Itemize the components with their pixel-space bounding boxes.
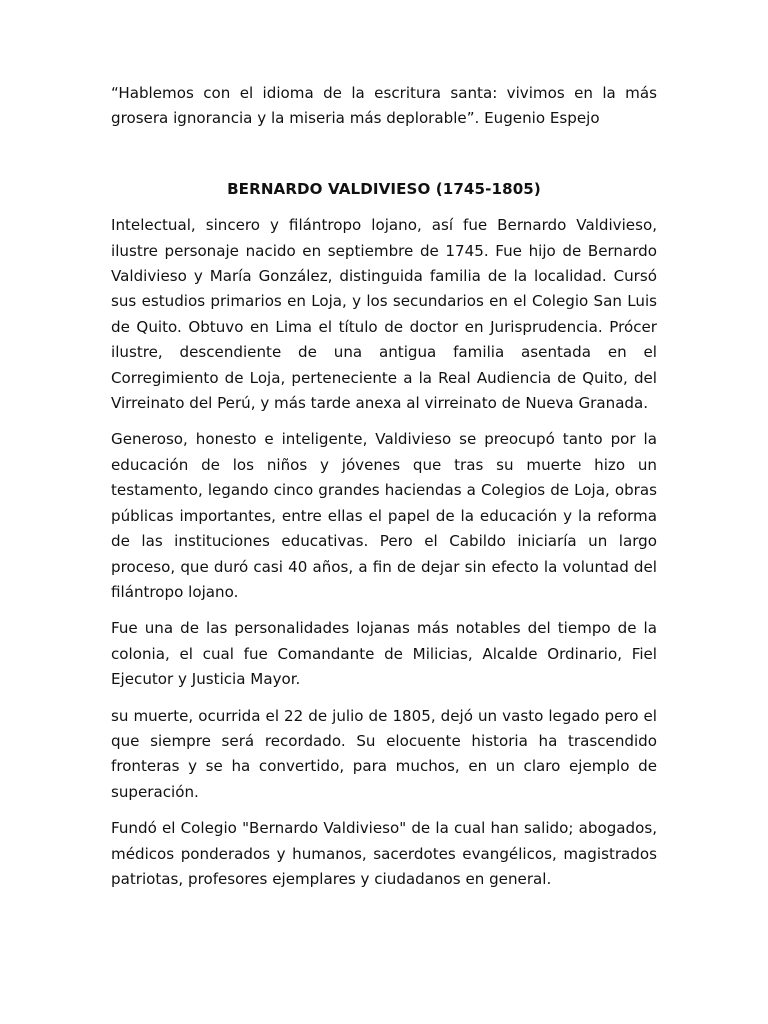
paragraph-testament: Generoso, honesto e inteligente, Valdivieso se preocupó tanto por la educación de los niños y jóvenes que tras su muerte hizo un testamento, legando cinco grandes haciendas a Colegios de Loja, obras públicas importantes, entre ellas el papel de la educación y la reforma de las instituciones educativas. Pero el Cabildo iniciaría un largo proceso, que duró casi 40 años, a fin de dejar sin efecto la voluntad del filántropo lojano. bbox=[111, 430, 657, 601]
paragraph-colonial-roles: Fue una de las personalidades lojanas más notables del tiempo de la colonia, el cual fue Comandante de Milicias, Alcalde Ordinario, Fiel Ejecutor y Justicia Mayor. bbox=[111, 619, 657, 689]
paragraph-biography: Intelectual, sincero y filántropo lojano, así fue Bernardo Valdivieso, ilustre personaje nacido en septiembre de 1745. Fue hijo de Bernardo Valdivieso y María González, distinguida familia de la localidad. Cursó sus estudios primarios en Loja, y los secundarios en el Colegio San Luis de Quito. Obtuvo en Lima el título de doctor en Jurisprudencia. Prócer ilustre, descendiente de una antigua familia asentada en el Corregimiento de Loja, perteneciente a la Real Audiencia de Quito, del Virreinato del Perú, y más tarde anexa al virreinato de Nueva Granada. bbox=[111, 216, 657, 413]
paragraph-school-founding: Fundó el Colegio "Bernardo Valdivieso" de la cual han salido; abogados, médicos ponderados y humanos, sacerdotes evangélicos, magistrados patriotas, profesores ejemplares y ciudadanos en general. bbox=[111, 819, 657, 888]
page-title: BERNARDO VALDIVIESO (1745-1805) bbox=[227, 179, 541, 198]
document-page bbox=[111, 81, 657, 892]
epigraph-quote: “Hablemos con el idioma de la escritura santa: vivimos en la más grosera ignorancia y la miseria más deplorable”. Eugenio Espejo bbox=[111, 84, 657, 128]
paragraph-legacy: su muerte, ocurrida el 22 de julio de 1805, dejó un vasto legado pero el que siempre será recordado. Su elocuente historia ha trascendido fronteras y se ha convertido, para muchos, en un claro ejemplo de superación. bbox=[111, 706, 657, 801]
